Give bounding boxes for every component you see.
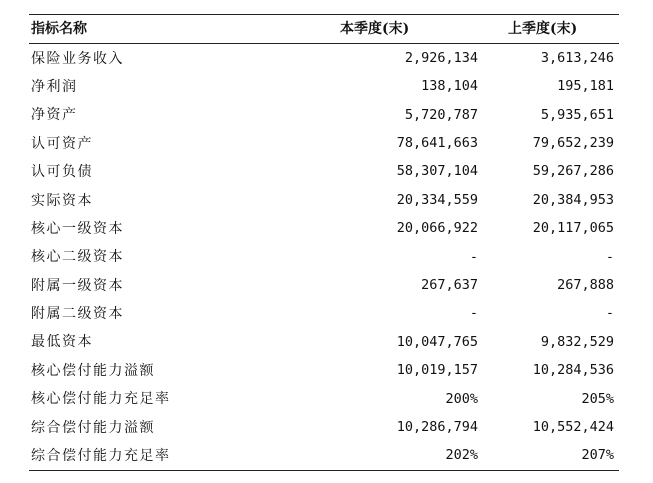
current-value: 10,286,794 xyxy=(396,418,478,435)
previous-value: 205% xyxy=(581,390,614,407)
current-value: - xyxy=(469,305,478,322)
previous-value: 59,267,286 xyxy=(532,163,614,180)
table-row xyxy=(29,44,619,73)
previous-value: 207% xyxy=(581,447,614,464)
current-value: 138,104 xyxy=(421,78,478,95)
previous-value: 9,832,529 xyxy=(540,333,614,350)
header-previous-quarter: 上季度(末) xyxy=(508,21,578,38)
row-label: 核心二级资本 xyxy=(31,249,124,266)
table-row xyxy=(29,186,619,214)
current-value: 10,019,157 xyxy=(396,362,478,379)
row-label: 实际资本 xyxy=(31,192,93,209)
current-value: 2,926,134 xyxy=(404,49,478,66)
previous-value: 10,284,536 xyxy=(532,362,614,379)
previous-value: - xyxy=(605,248,614,265)
table-row xyxy=(29,243,619,271)
row-label: 净资产 xyxy=(31,107,78,124)
row-label: 最低资本 xyxy=(31,334,93,351)
previous-value: 79,652,239 xyxy=(532,135,614,151)
previous-value: 20,117,065 xyxy=(532,220,614,237)
table-row xyxy=(29,158,619,186)
current-value: 267,637 xyxy=(421,276,478,293)
header-current-quarter: 本季度(末) xyxy=(340,21,410,38)
row-label: 保险业务收入 xyxy=(31,50,124,67)
solvency-indicator-table xyxy=(29,14,619,471)
current-value: 200% xyxy=(445,390,478,407)
current-value: 202% xyxy=(445,447,478,464)
solvency-table-container xyxy=(29,14,619,471)
table-row xyxy=(29,73,619,101)
previous-value: 10,552,424 xyxy=(532,418,614,435)
row-label: 核心偿付能力充足率 xyxy=(31,391,171,408)
table-row xyxy=(29,300,619,328)
table-row xyxy=(29,101,619,129)
previous-value: 20,384,953 xyxy=(532,191,614,208)
row-label: 附属一级资本 xyxy=(31,277,124,294)
current-value: 5,720,787 xyxy=(404,106,478,123)
current-value: 20,066,922 xyxy=(396,220,478,237)
table-row xyxy=(29,272,619,300)
table-header-row xyxy=(29,15,619,44)
table-row xyxy=(29,328,619,356)
current-value: 78,641,663 xyxy=(396,135,478,151)
current-value: - xyxy=(469,248,478,265)
previous-value: 5,935,651 xyxy=(540,106,614,123)
table-row xyxy=(29,357,619,385)
previous-value: 3,613,246 xyxy=(540,49,614,66)
table-row xyxy=(29,442,619,471)
table-row xyxy=(29,215,619,243)
row-label: 综合偿付能力充足率 xyxy=(31,448,171,465)
previous-value: 267,888 xyxy=(557,276,614,293)
row-label: 综合偿付能力溢额 xyxy=(31,419,155,436)
row-label: 核心一级资本 xyxy=(31,220,124,237)
header-indicator-name: 指标名称 xyxy=(31,21,87,38)
current-value: 58,307,104 xyxy=(396,163,478,180)
current-value: 10,047,765 xyxy=(396,333,478,350)
table-row xyxy=(29,413,619,441)
row-label: 核心偿付能力溢额 xyxy=(31,362,155,379)
previous-value: - xyxy=(605,305,614,322)
current-value: 20,334,559 xyxy=(396,191,478,208)
row-label: 认可负债 xyxy=(31,164,93,181)
row-label: 附属二级资本 xyxy=(31,306,124,323)
row-label: 认可资产 xyxy=(31,135,93,152)
table-row xyxy=(29,130,619,158)
row-label: 净利润 xyxy=(31,78,78,95)
previous-value: 195,181 xyxy=(557,78,614,95)
table-row xyxy=(29,385,619,413)
